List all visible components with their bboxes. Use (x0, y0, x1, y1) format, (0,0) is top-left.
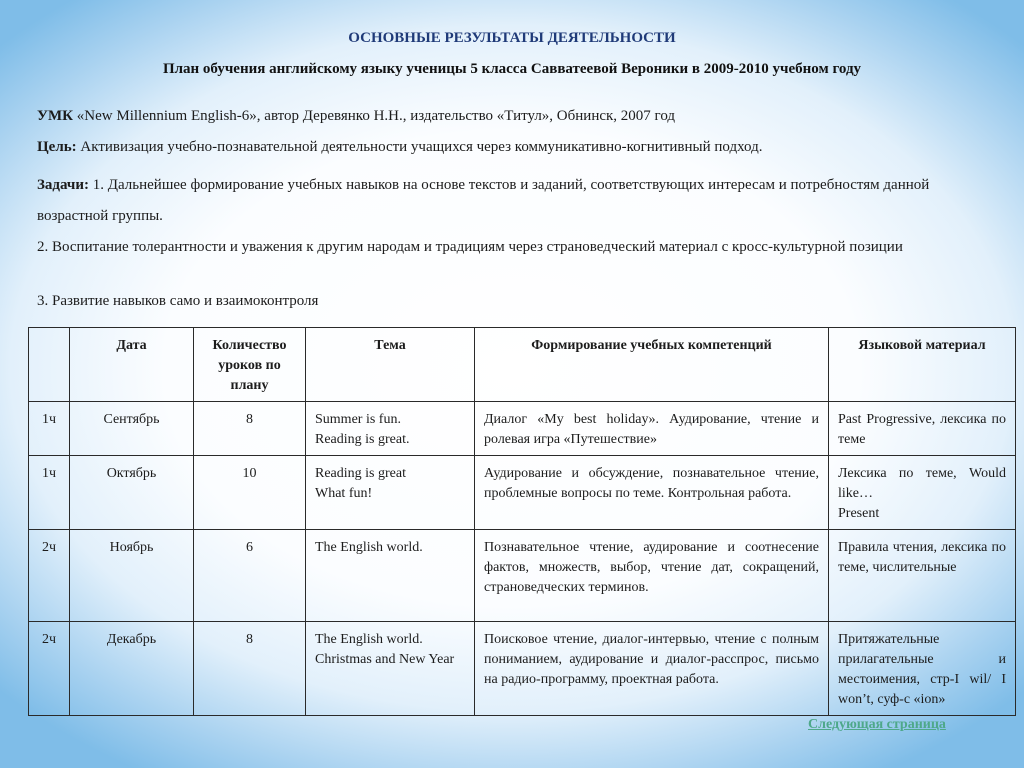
cell-date: Декабрь (70, 622, 194, 716)
next-page-link[interactable]: Следующая страница (808, 717, 946, 732)
table-row (29, 530, 1016, 622)
table-header-row (29, 328, 1016, 402)
cell-language (829, 456, 1016, 530)
cell-period: 2ч (29, 622, 70, 716)
cell-competences: Поисковое чтение, диалог-интервью, чтение с полным пониманием, аудирование и диалог-расспрос, письмо на радио-программу, проектная работа. (475, 622, 829, 716)
language-line: Past Progressive, лексика по теме (838, 412, 1006, 447)
cell-topic (306, 530, 475, 622)
header-lessons: Количество уроков по плану (194, 328, 306, 402)
cell-date: Сентябрь (70, 402, 194, 456)
umk-label: УМК (37, 108, 74, 124)
table-row (29, 402, 1016, 456)
cell-date: Ноябрь (70, 530, 194, 622)
plan-table (28, 327, 1016, 716)
cell-language (829, 402, 1016, 456)
topic-line: Summer is fun. (315, 412, 401, 427)
umk-text: «New Millennium English-6», автор Деревянко Н.Н., издательство «Титул», Обнинск, 2007 год (73, 108, 676, 124)
language-line: Притяжательные прилагательные и местоимения, стр-I wil/ I won’t, суф-с «ion» (838, 632, 1006, 707)
cell-date: Октябрь (70, 456, 194, 530)
cell-language (829, 530, 1016, 622)
cell-topic (306, 622, 475, 716)
language-line: Лексика по теме, Would like… (838, 466, 1006, 501)
language-line: Правила чтения, лексика по теме, числительные (838, 540, 1006, 575)
header-date: Дата (70, 328, 194, 402)
header-language: Языковой материал (829, 328, 1016, 402)
cell-period: 1ч (29, 456, 70, 530)
cell-competences: Аудирование и обсуждение, познавательное чтение, проблемные вопросы по теме. Контрольная работа. (475, 456, 829, 530)
table-row (29, 622, 1016, 716)
page-title: ОСНОВНЫЕ РЕЗУЛЬТАТЫ ДЕЯТЕЛЬНОСТИ (348, 30, 676, 46)
goal-paragraph (37, 139, 997, 156)
topic-line: The English world. (315, 632, 423, 647)
header-period (29, 328, 70, 402)
tasks-label: Задачи: (37, 177, 90, 193)
goal-text: Активизация учебно-познавательной деятельности учащихся через коммуникативно-когнитивный подход. (76, 139, 763, 155)
task-1-text: 1. Дальнейшее формирование учебных навыков на основе текстов и заданий, соответствующих интересам и потребностям данной возрастной группы. (37, 177, 930, 224)
cell-period: 2ч (29, 530, 70, 622)
plan-subtitle: План обучения английскому языку ученицы 5 класса Савватеевой Вероники в 2009-2010 учебном году (162, 61, 862, 77)
cell-lessons: 10 (194, 456, 306, 530)
tasks-paragraph (37, 170, 997, 232)
cell-lessons: 6 (194, 530, 306, 622)
header-competences: Формирование учебных компетенций (475, 328, 829, 402)
topic-line: Reading is great. (315, 432, 410, 447)
language-line: Present (838, 506, 880, 521)
cell-lessons: 8 (194, 622, 306, 716)
cell-language (829, 622, 1016, 716)
header-topic: Тема (306, 328, 475, 402)
table-row (29, 456, 1016, 530)
topic-line: What fun! (315, 486, 373, 501)
topic-line: Reading is great (315, 466, 406, 481)
cell-lessons: 8 (194, 402, 306, 456)
cell-topic (306, 456, 475, 530)
goal-label: Цель: (37, 139, 77, 155)
task-2-paragraph: 2. Воспитание толерантности и уважения к другим народам и традициям через страноведческий материал с кросс-культурной позиции (37, 239, 903, 255)
task-3-paragraph: 3. Развитие навыков само и взаимоконтроля (37, 293, 319, 309)
topic-line: Christmas and New Year (315, 652, 455, 667)
topic-line: The English world. (315, 540, 423, 555)
cell-competences: Диалог «My best holiday». Аудирование, чтение и ролевая игра «Путешествие» (475, 402, 829, 456)
cell-period: 1ч (29, 402, 70, 456)
cell-topic (306, 402, 475, 456)
umk-paragraph (37, 108, 997, 125)
cell-competences: Познавательное чтение, аудирование и соотнесение фактов, множеств, выбор, чтение дат, сокращений, страноведческих терминов. (475, 530, 829, 622)
